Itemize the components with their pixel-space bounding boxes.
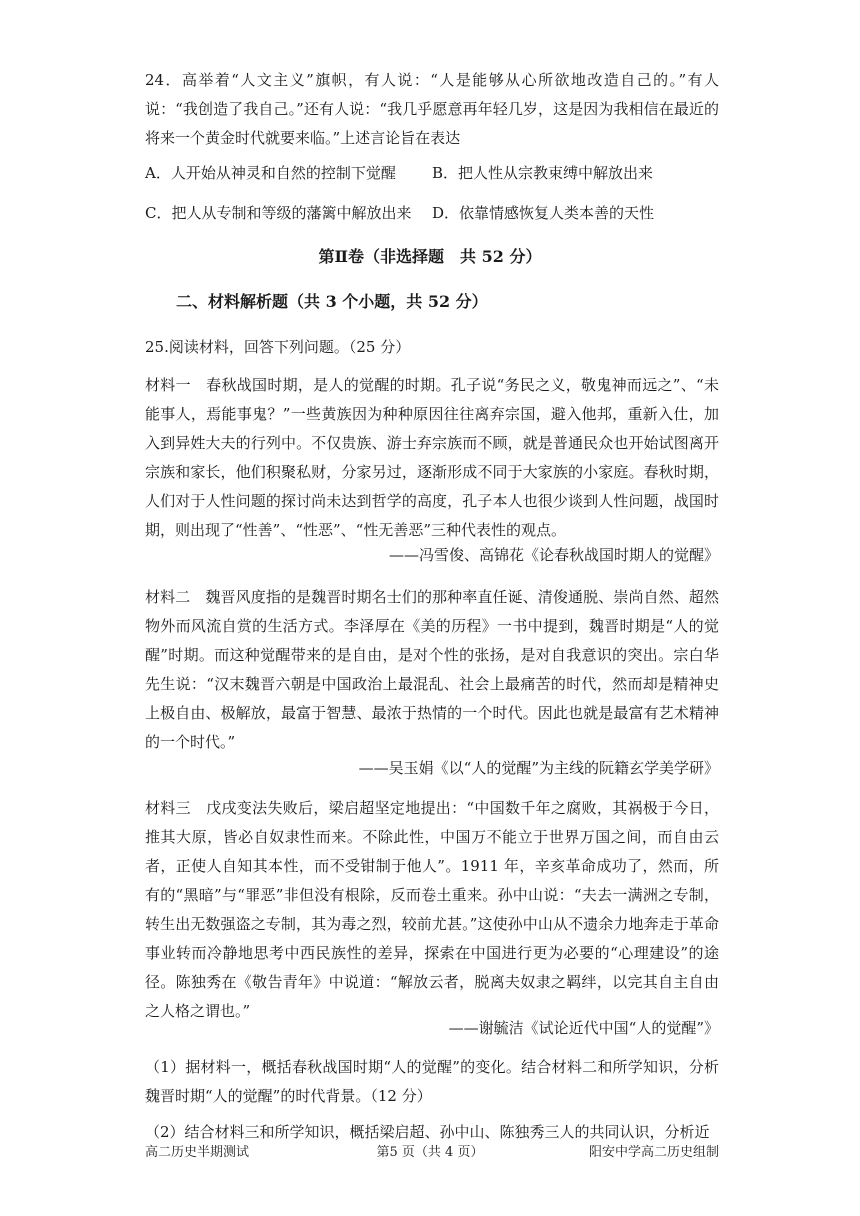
footer-page-number: 第5 页（共 4 页） <box>376 1145 484 1160</box>
part-2-heading: 二、材料解析题（共 3 个小题，共 52 分） <box>176 292 488 311</box>
question-24-option-a: A．人开始从神灵和自然的控制下觉醒 <box>145 164 396 182</box>
material-2-source: ——吴玉娟《以“人的觉醒”为主线的阮籍玄学美学研》 <box>358 759 719 777</box>
material-2 <box>145 583 719 757</box>
question-24-stem: 24．高举着“人文主义”旗帜，有人说：“人是能够从心所欲地改造自己的。”有人说：“我创造了我自己。”还有人说：“我几乎愿意再年轻几岁，这是因为我相信在最近的将来一个黄金时代就要来临。”上述言论旨在表达 <box>145 71 719 147</box>
sub-question-2: （2）结合材料三和所学知识，概括梁启超、孙中山、陈独秀三人的共同认识，分析近 <box>145 1123 710 1141</box>
material-2-label: 材料二 <box>145 588 191 606</box>
footer-left: 高二历史半期测试 <box>145 1145 250 1160</box>
question-24-option-d: D．依靠情感恢复人类本善的天性 <box>432 204 655 222</box>
sub-question-1: （1）据材料一，概括春秋战国时期“人的觉醒”的变化。结合材料二和所学知识，分析魏晋时期“人的觉醒”的时代背景。（12 分） <box>145 1058 719 1105</box>
material-3-text: 戊戌变法失败后，梁启超坚定地提出：“中国数千年之腐败，其祸极于今日，推其大原，皆必自奴隶性而来。不除此性，中国万不能立于世界万国之间，而自由云者，正使人自知其本性，而不受钳制于他人”。1911 年，辛亥革命成功了，然而，所有的“黑暗”与“罪恶”非但没有根除，反而卷土重来。孙中山说：“夫去一满洲之专制，转生出无数强盗之专制，其为毒之烈，较前尤甚。”这使孙中山从不遗余力地奔走于革命事业转而冷静地思考中西民族性的差异，探索在中国进行更为必要的“心理建设”的途径。陈独秀在《敬告青年》中说道：“解放云者，脱离夫奴隶之羁绊，以完其自主自由之人格之谓也。” <box>145 799 719 1020</box>
material-3 <box>145 794 719 1026</box>
material-1-label: 材料一 <box>145 376 191 394</box>
material-3-source: ——谢毓洁《试论近代中国“人的觉醒”》 <box>448 1019 719 1037</box>
question-24-option-b: B．把人性从宗教束缚中解放出来 <box>432 164 654 182</box>
material-1-text: 春秋战国时期，是人的觉醒的时期。孔子说“务民之义，敬鬼神而远之”、“未能事人，焉能事鬼？”一些黄族因为种种原因往往离弃宗国，避入他邦，重新入仕，加入到异姓大夫的行列中。不仅贵族、游士弃宗族而不顾，就是普通民众也开始试图离开宗族和家长，他们积聚私财，分家另过，逐渐形成不同于大家族的小家庭。春秋时期，人们对于人性问题的探讨尚未达到哲学的高度，孔子本人也很少谈到人性问题，战国时期，则出现了“性善”、“性恶”、“性无善恶”三种代表性的观点。 <box>145 376 719 539</box>
material-2-text: 魏晋风度指的是魏晋时期名士们的那种率直任诞、清俊通脱、崇尚自然、超然物外而风流自赏的生活方式。李泽厚在《美的历程》一书中提到，魏晋时期是“人的觉醒”时期。而这种觉醒带来的是自由，是对个性的张扬，是对自我意识的突出。宗白华先生说：“汉末魏晋六朝是中国政治上最混乱、社会上最痛苦的时代，然而却是精神史上极自由、极解放，最富于智慧、最浓于热情的一个时代。因此也就是最富有艺术精神的一个时代。” <box>145 588 719 751</box>
material-1-source: ——冯雪俊、高锦花《论春秋战国时期人的觉醒》 <box>388 546 719 564</box>
question-24-option-c: C．把人从专制和等级的藩篱中解放出来 <box>145 204 412 222</box>
footer-right: 阳安中学高二历史组制 <box>588 1145 719 1160</box>
section-2-title: 第Ⅱ卷（非选择题 共 52 分） <box>318 247 542 266</box>
question-25-intro: 25.阅读材料，回答下列问题。（25 分） <box>145 338 411 356</box>
material-3-label: 材料三 <box>145 799 191 817</box>
material-1 <box>145 371 719 545</box>
